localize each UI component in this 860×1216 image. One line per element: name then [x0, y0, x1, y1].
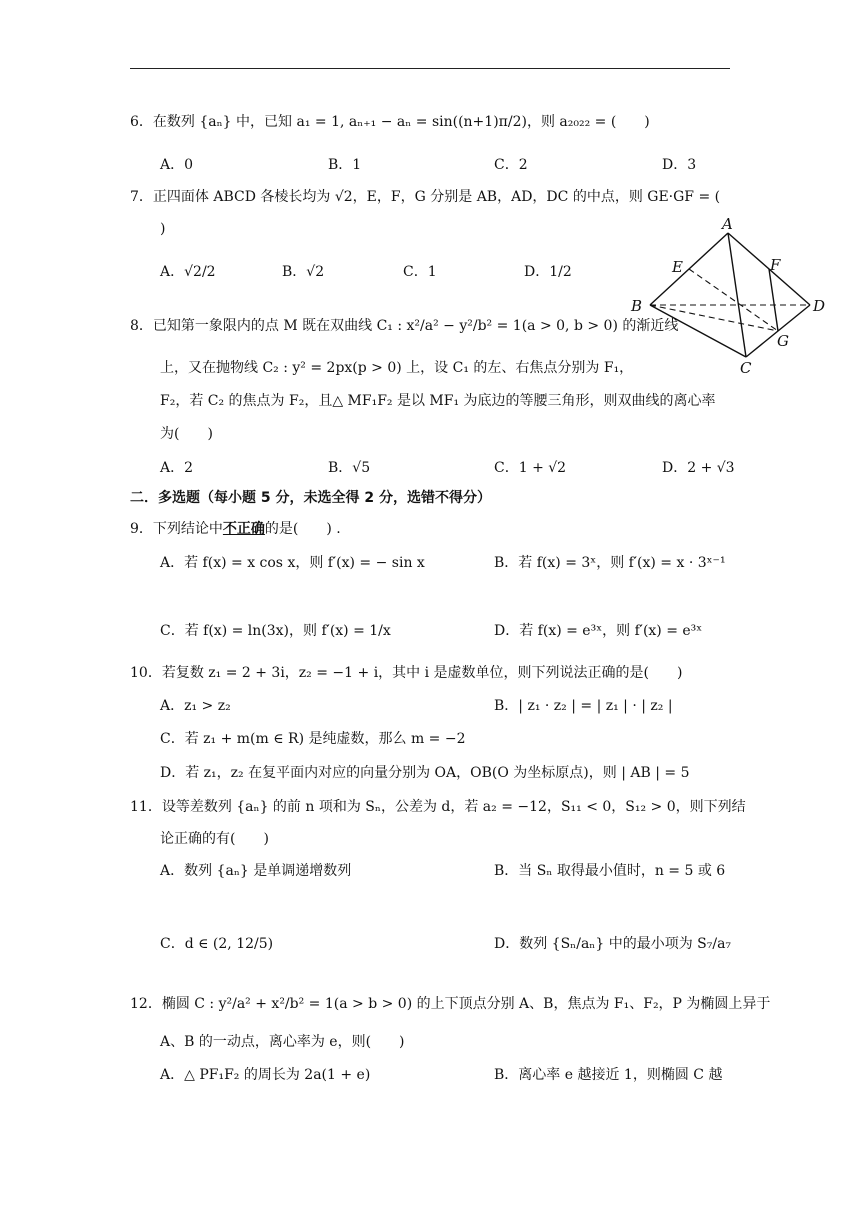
- q8-option-d: D．2 + √3: [662, 460, 735, 476]
- q11-line2: 论正确的有( ): [160, 831, 269, 847]
- point-label-f: F: [770, 256, 781, 274]
- q7-option-a: A．√2/2: [160, 264, 216, 280]
- q9-option-a: A．若 f(x) = x cos x，则 f′(x) = − sin x: [160, 555, 425, 571]
- vertex-label-a: A: [722, 215, 733, 233]
- q8-option-c: C．1 + √2: [494, 460, 567, 476]
- q8-option-b: B．√5: [328, 460, 371, 476]
- q8-line3: F₂，若 C₂ 的焦点为 F₂，且△ MF₁F₂ 是以 MF₁ 为底边的等腰三角形，则双曲线的离心率: [160, 393, 716, 409]
- q6-stem: 6．在数列 {aₙ} 中，已知 a₁ = 1, aₙ₊₁ − aₙ = sin((n+1)π/2)，则 a₂₀₂₂ = ( ): [130, 114, 650, 130]
- q7-option-b: B．√2: [282, 264, 325, 280]
- q7-option-d: D．1/2: [524, 264, 572, 280]
- q10-option-b: B．| z₁ · z₂ | = | z₁ | · | z₂ |: [494, 698, 673, 714]
- q10-stem: 10．若复数 z₁ = 2 + 3i，z₂ = −1 + i，其中 i 是虚数单位，则下列说法正确的是( ): [130, 665, 683, 681]
- q9-option-b: B．若 f(x) = 3ˣ，则 f′(x) = x · 3ˣ⁻¹: [494, 555, 726, 571]
- q8-line1: 8．已知第一象限内的点 M 既在双曲线 C₁ : x²/a² − y²/b² = 1(a > 0, b > 0) 的渐近线: [130, 318, 679, 334]
- q12-option-b: B．离心率 e 越接近 1，则椭圆 C 越: [494, 1067, 723, 1083]
- q9-stem-pre: 9．下列结论中: [130, 521, 223, 537]
- q8-line4: 为( ): [160, 426, 213, 442]
- q11-option-a: A．数列 {aₙ} 是单调递增数列: [160, 863, 352, 879]
- q9-option-c: C．若 f(x) = ln(3x)，则 f′(x) = 1/x: [160, 623, 391, 639]
- q12-option-a: A．△ PF₁F₂ 的周长为 2a(1 + e): [160, 1067, 371, 1083]
- q6-option-d: D．3: [662, 157, 697, 173]
- q11-line1: 11．设等差数列 {aₙ} 的前 n 项和为 Sₙ，公差为 d，若 a₂ = −12，S₁₁ < 0，S₁₂ > 0，则下列结: [130, 799, 746, 815]
- vertex-label-b: B: [631, 297, 643, 315]
- q11-option-d: D．数列 {Sₙ/aₙ} 中的最小项为 S₇/a₇: [494, 936, 732, 952]
- q8-option-a: A．2: [160, 460, 194, 476]
- section-heading-multiple-choice: 二．多选题（每小题 5 分，未选全得 2 分，选错不得分）: [130, 490, 491, 506]
- q9-stem-underlined: 不正确: [222, 521, 265, 537]
- q9-option-d: D．若 f(x) = e³ˣ，则 f′(x) = e³ˣ: [494, 623, 703, 639]
- tetrahedron-diagram: [628, 215, 828, 375]
- point-label-e: E: [672, 258, 683, 276]
- vertex-label-d: D: [813, 297, 826, 315]
- q11-option-b: B．当 Sₙ 取得最小值时，n = 5 或 6: [494, 863, 726, 879]
- q9-stem-post: 的是( ) .: [264, 521, 341, 537]
- q8-line2: 上，又在抛物线 C₂ : y² = 2px(p > 0) 上，设 C₁ 的左、右焦点分别为 F₁，: [160, 360, 634, 376]
- q7-stem-line2: ): [160, 221, 166, 237]
- q7-stem-line1: 7．正四面体 ABCD 各棱长均为 √2，E，F，G 分别是 AB，AD，DC 的中点，则 GE·GF = (: [130, 189, 721, 205]
- vertex-label-c: C: [740, 359, 752, 375]
- q12-line2: A、B 的一动点，离心率为 e，则( ): [160, 1034, 405, 1050]
- segment-fg: [769, 269, 778, 331]
- q6-option-b: B．1: [328, 157, 362, 173]
- q11-option-c: C．d ∈ (2, 12/5): [160, 936, 274, 952]
- q10-option-c: C．若 z₁ + m(m ∈ R) 是纯虚数，那么 m = −2: [160, 731, 466, 747]
- q10-option-a: A．z₁ > z₂: [160, 698, 231, 714]
- q10-option-d: D．若 z₁，z₂ 在复平面内对应的向量分别为 OA，OB(O 为坐标原点)，则 | AB | = 5: [160, 765, 690, 781]
- q6-option-c: C．2: [494, 157, 528, 173]
- q9-stem: [130, 519, 341, 539]
- q12-line1: 12．椭圆 C : y²/a² + x²/b² = 1(a > b > 0) 的上下顶点分别 A、B，焦点为 F₁、F₂，P 为椭圆上异于: [130, 996, 771, 1012]
- point-label-g: G: [777, 332, 789, 350]
- q6-option-a: A．0: [160, 157, 194, 173]
- edge-ac: [728, 233, 746, 357]
- header-rule: [130, 68, 730, 69]
- q7-option-c: C．1: [403, 264, 437, 280]
